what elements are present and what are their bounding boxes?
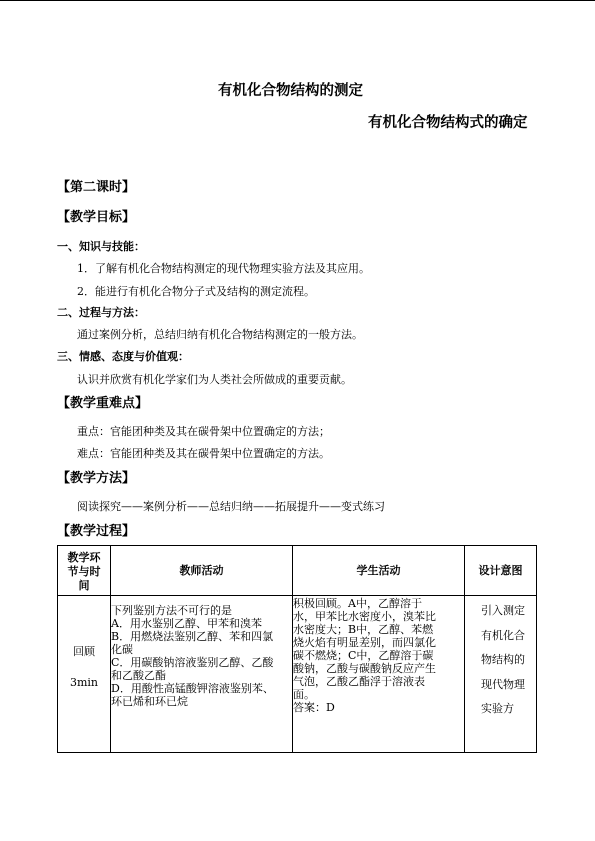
process-table: [57, 545, 537, 753]
goal2-text: 通过案例分析，总结归纳有机化合物结构测定的一般方法。: [77, 328, 363, 341]
goal3-heading: 三、情感、态度与价值观：: [57, 350, 189, 363]
page-subtitle: 有机化合物结构式的确定: [368, 115, 528, 131]
table-row: [58, 596, 537, 753]
methods-heading: 【教学方法】: [57, 471, 136, 486]
goal1-heading: 一、知识与技能：: [57, 240, 145, 253]
header-stage: 教学环 节与时 间: [58, 546, 111, 596]
header-teacher: 教师活动: [111, 546, 293, 596]
methods-text: 阅读探究——案例分析——总结归纳——拓展提升——变式练习: [77, 500, 385, 513]
goals-heading: 【教学目标】: [57, 210, 136, 225]
header-student: 学生活动: [293, 546, 465, 596]
goal2-heading: 二、过程与方法：: [57, 306, 145, 319]
page-top-rule: [0, 0, 595, 1]
row1-intent: 引入测定 有机化合 物结构的 现代物理 实验方: [465, 596, 537, 753]
row1-student: 积极回顾。A中，乙醇溶于 水，甲苯比水密度小，溴苯比 水密度大；B中，乙醇、苯燃 烧火焰有明显差别，而四氯化 碳不燃烧；C中，乙醇溶于碳 酸钠，乙酸与碳酸钠反应产生 气泡，乙酸乙酯浮于溶液表 面。 答案：D: [293, 596, 465, 753]
header-intent: 设计意图: [465, 546, 537, 596]
page-title: 有机化合物结构的测定: [218, 83, 363, 99]
lesson-label: 【第二课时】: [57, 180, 136, 195]
key-point: 重点：官能团种类及其在碳骨架中位置确定的方法；: [77, 425, 330, 438]
difficult-point: 难点：官能团种类及其在碳骨架中位置确定的方法。: [77, 447, 330, 460]
row1-teacher: 下列鉴别方法不可行的是 A．用水鉴别乙醇、甲苯和溴苯 B．用燃烧法鉴别乙醇、苯和四氯 化碳 C．用碳酸钠溶液鉴别乙醇、乙酸 和乙酸乙酯 D．用酸性高锰酸钾溶液鉴别苯、 环已烯和环已烷: [111, 596, 293, 753]
goal3-text: 认识并欣赏有机化学家们为人类社会所做成的重要贡献。: [77, 373, 352, 386]
keypoints-heading: 【教学重难点】: [57, 396, 149, 411]
goal1-item-1: 1．了解有机化合物结构测定的现代物理实验方法及其应用。: [77, 262, 370, 275]
row1-stage: 回顾 3min: [58, 596, 111, 753]
process-heading: 【教学过程】: [57, 524, 136, 539]
table-header-row: [58, 546, 537, 596]
goal1-item-2: 2．能进行有机化合物分子式及结构的测定流程。: [77, 285, 315, 298]
